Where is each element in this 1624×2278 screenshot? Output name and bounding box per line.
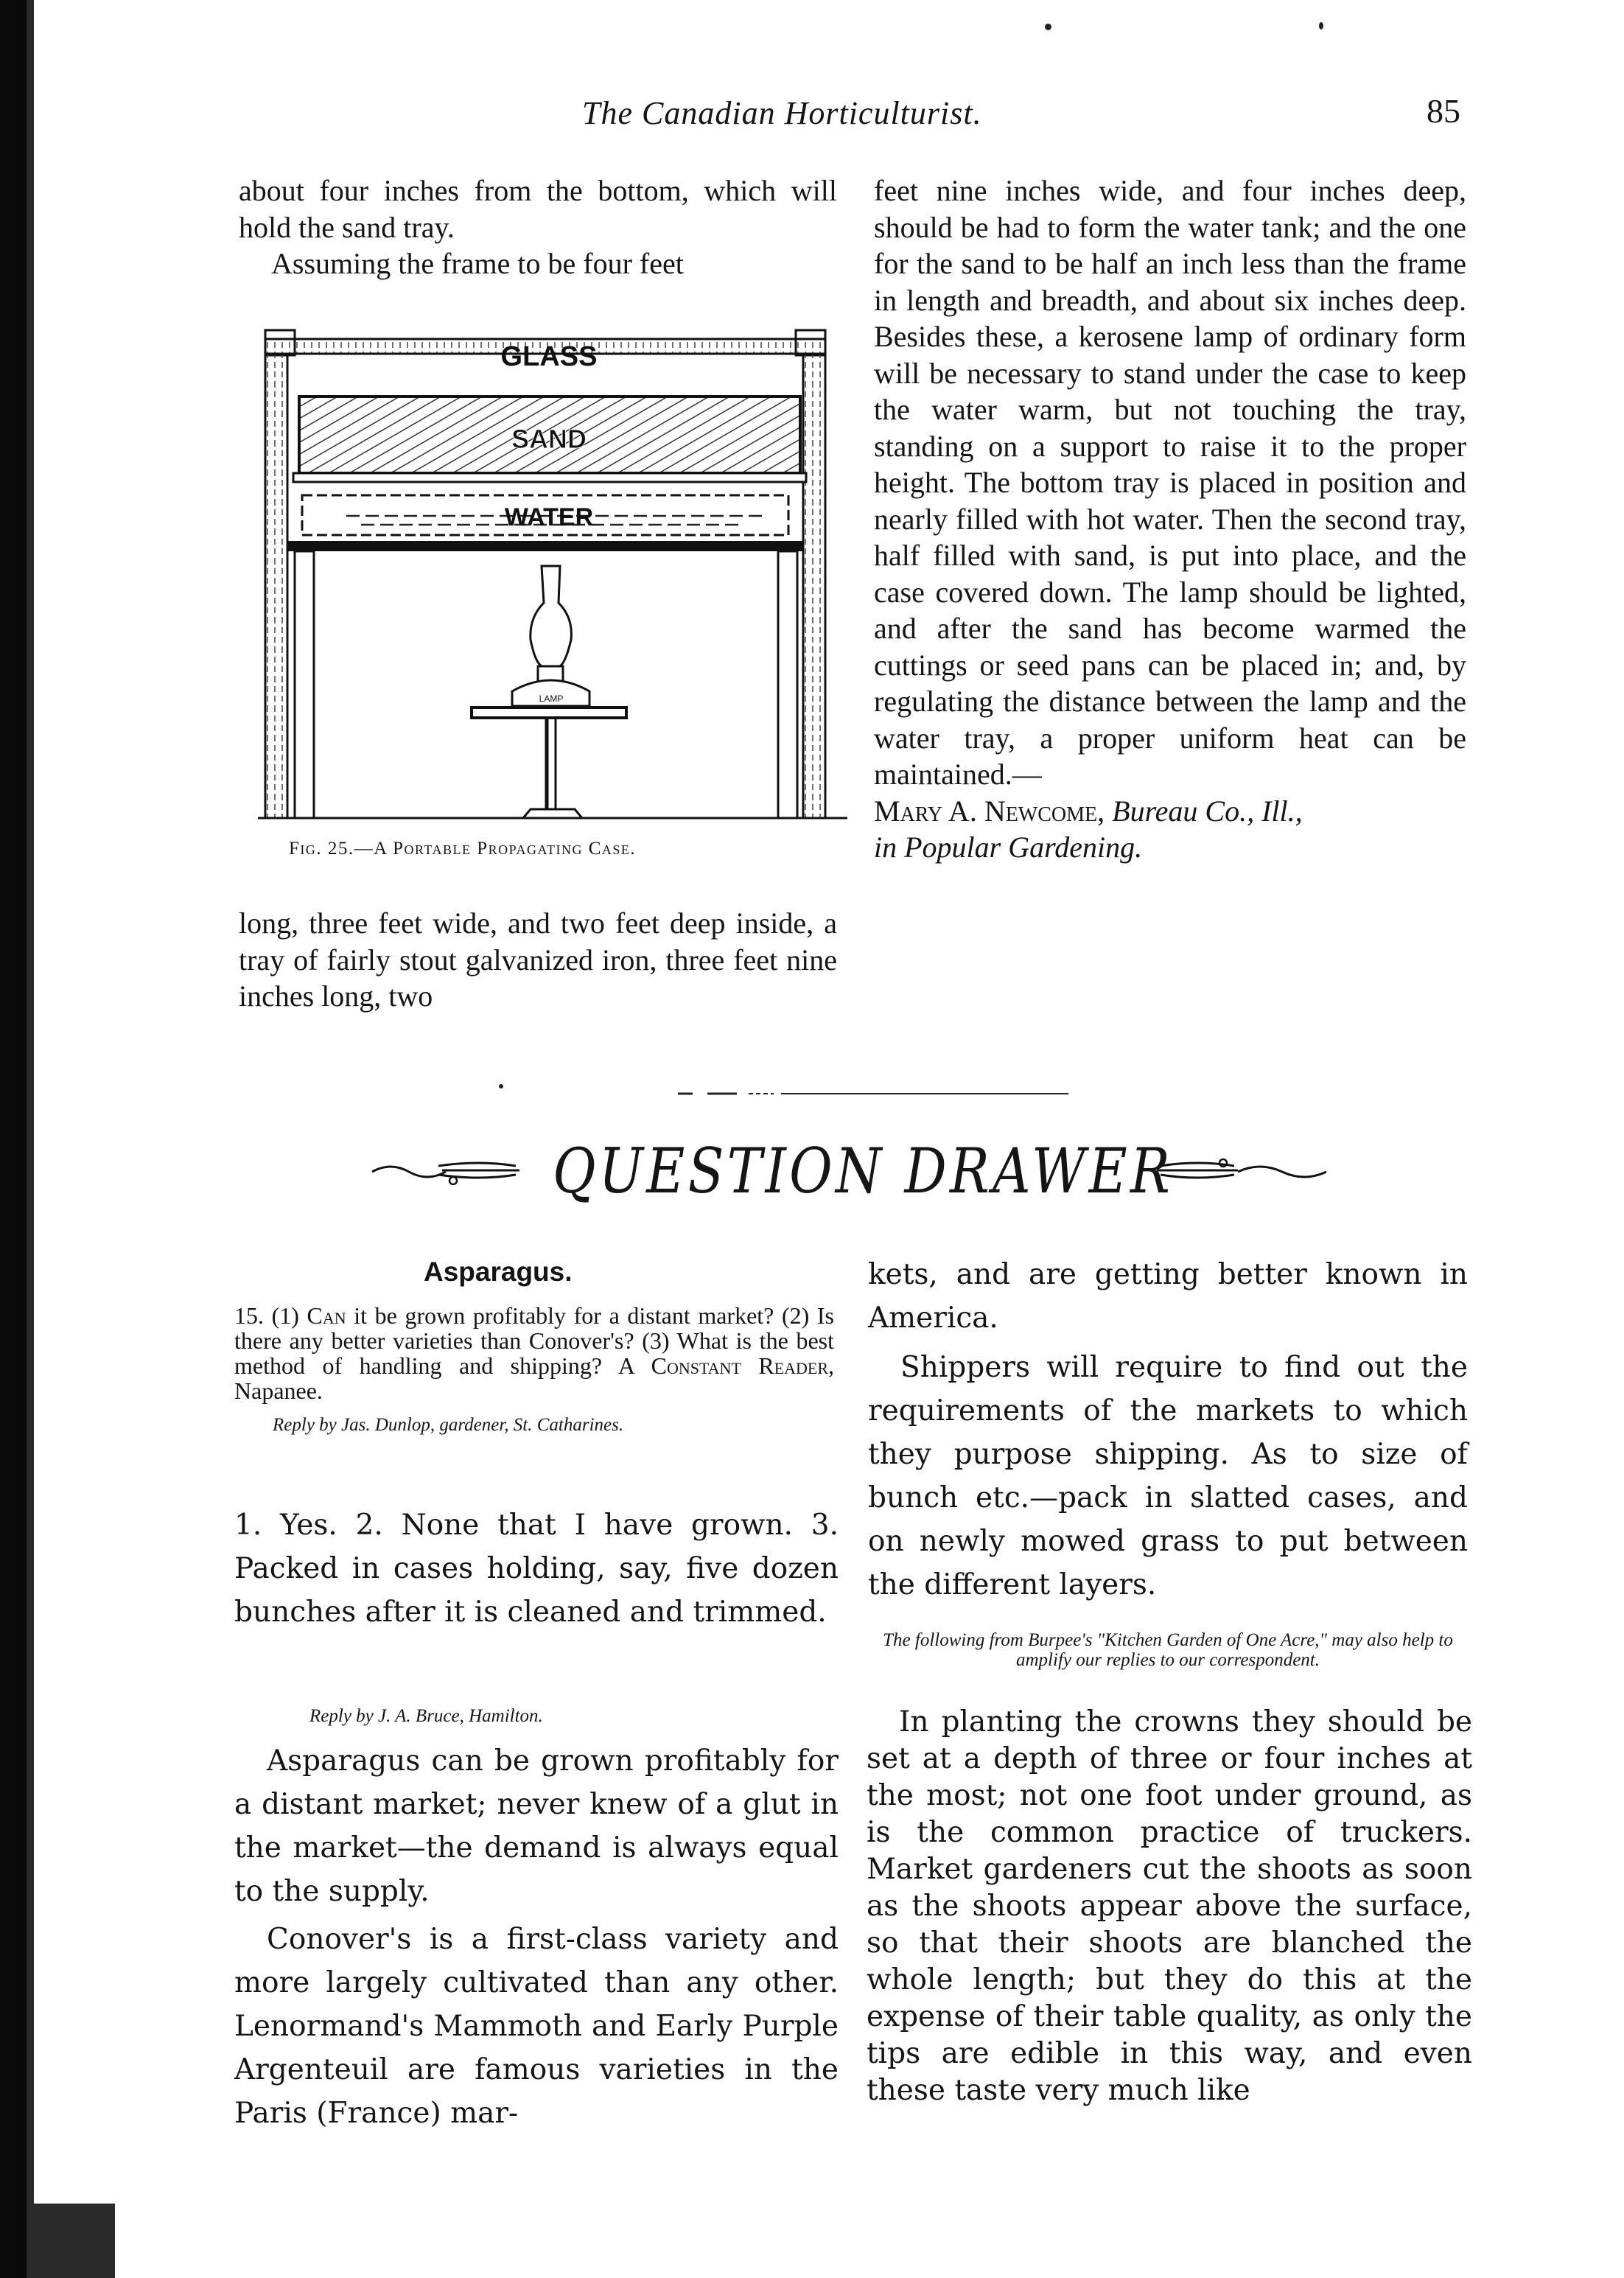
signature-source: in Popular Gardening. <box>874 831 1143 864</box>
paragraph: feet nine inches wide, and four inches deep, should be had to form the water tank; and the one for the sand to be half an inch less than the frame in length and breadth, and about six inches deep. Besides these, a kerosene lamp of ordinary form will be necessary to stand under the case to keep the water warm, but not touching the tray, standing on a support to raise it to the proper height. The bottom tray is placed in position and nearly filled with hot water. Then the second tray, half filled with sand, is put into place, and the case covered down. The lamp should be lighted, and after the sand has become warmed the cuttings or seed pans can be placed in; and, by regulating the distance between the lamp and the water tray, a proper uniform heat can be maintained.— <box>874 174 1466 791</box>
editor-note: The following from Burpee's "Kitchen Garden of One Acre," may also help to amplify our replies to our correspondent. <box>883 1630 1453 1670</box>
question-15 <box>234 1303 834 1403</box>
left-flourish-icon <box>368 1156 545 1185</box>
asparagus-heading: Asparagus. <box>424 1257 573 1287</box>
paragraph: Shippers will require to find out the requirements of the markets to which they purpose shipping. As to size of bunch etc.—pack in slatted cases, and on newly mowed grass to put between the different layers. <box>868 1351 1468 1601</box>
question-attribution: Constant Reader, <box>651 1352 835 1379</box>
section-title: QUESTION DRAWER <box>553 1135 1173 1207</box>
question-attribution-place: Napanee. <box>234 1377 323 1404</box>
question-first-word: Can <box>307 1302 346 1329</box>
signature-name: Mary A. Newcome, <box>874 794 1105 828</box>
water-label: WATER <box>504 503 594 531</box>
page-number: 85 <box>1427 92 1460 130</box>
question-number: 15. (1) <box>234 1302 299 1329</box>
question-attribution-prefix: A <box>617 1352 634 1379</box>
lamp-label: LAMP <box>539 693 564 704</box>
propagating-case-figure <box>258 323 847 824</box>
signature <box>874 793 1466 866</box>
reply-bruce <box>234 1739 839 2135</box>
article-col1-bottom <box>239 905 837 1015</box>
scan-edge-foot <box>27 2204 115 2278</box>
burpee-excerpt <box>867 1704 1472 2109</box>
paragraph: Assuming the frame to be four feet <box>271 247 684 280</box>
signature-place: Bureau Co., Ill., <box>1112 794 1303 828</box>
glass-label: GLASS <box>500 341 598 372</box>
right-flourish-icon <box>1157 1156 1348 1185</box>
scan-speck <box>1319 22 1323 29</box>
reply-label-dunlop: Reply by Jas. Dunlop, gardener, St. Catharines. <box>273 1415 624 1435</box>
article-col1-top <box>239 172 837 282</box>
article-col2 <box>874 172 1466 866</box>
paragraph: Asparagus can be grown profitably for a distant market; never knew of a glut in the market—the demand is always equal to the supply. <box>234 1744 839 1908</box>
reply-bruce-continued <box>868 1253 1468 1607</box>
paragraph: 1. Yes. 2. None that I have grown. 3. Packed in cases holding, say, five dozen bunches after it is cleaned and trimmed. <box>234 1509 839 1629</box>
reply-dunlop <box>234 1503 839 1634</box>
section-divider <box>486 1083 1149 1098</box>
paragraph: about four inches from the bottom, which will hold the sand tray. <box>239 174 837 244</box>
scan-edge-shadow <box>27 0 34 2278</box>
scan-edge <box>0 0 27 2278</box>
question-text: it be grown profitably for a distant market? (2) Is there any better varieties than Conover's? (3) What is the best method of handling and shipping? <box>234 1302 834 1379</box>
figure-caption: Fig. 25.—A Portable Propagating Case. <box>289 839 637 859</box>
paragraph: In planting the crowns they should be set at a depth of three or four inches at the most; not one foot under ground, as is the common practice of truckers. Market gardeners cut the shoots as soon as the shoots appear above the surface, so that their shoots are blanched the whole length; but they do this at the expense of their table quality, as only the tips are edible in this way, and even these taste very much like <box>867 1705 1472 2107</box>
paragraph: long, three feet wide, and two feet deep inside, a tray of fairly stout galvanized iron, three feet nine inches long, two <box>239 906 837 1013</box>
running-title: The Canadian Horticulturist. <box>582 95 982 131</box>
paragraph: Conover's is a first-class variety and more largely cultivated than any other. Lenormand's Mammoth and Early Purple Argenteuil are famous varieties in the Paris (France) mar- <box>234 1923 839 2130</box>
reply-label-bruce: Reply by J. A. Bruce, Hamilton. <box>309 1706 543 1726</box>
paragraph: kets, and are getting better known in America. <box>868 1258 1468 1335</box>
scan-speck <box>1045 24 1051 30</box>
sand-label: SAND <box>511 424 587 454</box>
